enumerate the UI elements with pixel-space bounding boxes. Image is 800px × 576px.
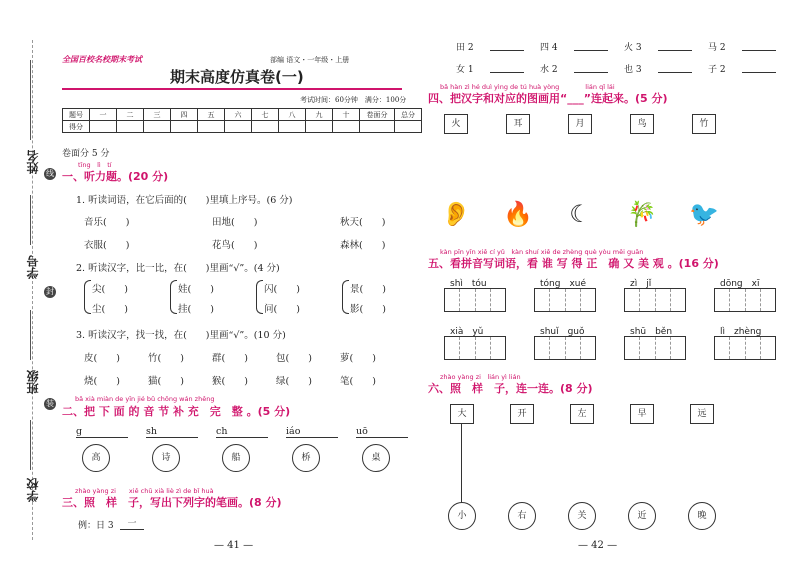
stroke-item: 马 2 [708,43,726,53]
grid-cell[interactable] [566,289,581,311]
flower-char: 桌 [362,444,390,472]
word-item: 花鸟( ) [212,240,258,251]
answer-blank[interactable] [490,50,524,51]
syllable-text: ch [216,426,228,437]
exam-info: 考试时间：60分钟 满分：100分 [300,96,407,104]
writing-grid[interactable] [534,288,596,312]
score-row [63,121,422,133]
grid-cell[interactable] [535,337,550,359]
pinyin-label: dōng xī [720,279,760,289]
example-text: 例：日 3 [78,521,114,531]
score-cell[interactable] [90,121,117,133]
stroke-item: 子 2 [708,65,726,75]
flower-char: 高 [82,444,110,472]
score-header-cell: 一 [90,109,117,121]
section-pinyin: bǎ xià miàn de yīn jié bǔ chōng wán zhěng [75,395,215,403]
syllable-blank[interactable] [76,426,128,438]
section-pinyin: zhào yàng zi xiě chū xià liè zì de bǐ huà [75,487,214,495]
score-cell[interactable] [144,121,171,133]
score-row-label: 得分 [63,121,90,133]
grid-cell[interactable] [671,289,685,311]
stroke-item: 田 2 [456,43,474,53]
score-header-cell: 四 [171,109,198,121]
grid-cell[interactable] [671,337,685,359]
grid-cell[interactable] [476,289,491,311]
edition-text: 部编 语文・一年级・上册 [270,56,350,64]
grid-cell[interactable] [581,337,595,359]
brace-icon [342,280,349,314]
school-label: 学校 [26,478,40,502]
score-header-cell: 六 [225,109,252,121]
score-cell[interactable] [198,121,225,133]
stroke-item: 四 4 [540,43,558,53]
char-item: 皮( ) [84,353,120,364]
writing-grid[interactable] [714,288,776,312]
antonym-top-box[interactable]: 开 [510,404,534,424]
score-header-cell: 十 [333,109,360,121]
grid-cell[interactable] [625,337,640,359]
char-item: 绿( ) [276,376,312,387]
flower-char: 船 [222,444,250,472]
grid-cell[interactable] [535,289,550,311]
word-item: 森林( ) [340,240,386,251]
section-pinyin: bǎ hàn zì hé duì yìng de tú huà yòng lián qǐ lái [440,83,615,91]
char-item: 挂( ) [178,304,214,315]
antonym-top-box[interactable]: 大 [450,404,474,424]
name-label: 姓名 [26,150,40,174]
char-item: 猫( ) [148,376,184,387]
antonym-top-box[interactable]: 左 [570,404,594,424]
pinyin-label: lì zhèng [720,327,762,337]
score-header-cell: 二 [117,109,144,121]
antonym-bottom-flower[interactable]: 近 [628,502,656,530]
score-cell[interactable] [279,121,306,133]
binding-sidebar [0,0,54,576]
writing-grid[interactable] [714,336,776,360]
match-char-box[interactable]: 耳 [506,114,530,134]
student-id-label: 学号 [26,255,40,279]
grid-cell[interactable] [581,289,595,311]
pinyin-label: shì tóu [450,279,487,289]
antonym-bottom-flower[interactable]: 右 [508,502,536,530]
writing-grid[interactable] [534,336,596,360]
score-cell[interactable] [360,121,395,133]
ear-icon[interactable]: 👂 [441,200,471,228]
moon-icon[interactable]: ☾ [569,200,591,228]
antonym-bottom-flower[interactable]: 晚 [688,502,716,530]
grid-cell[interactable] [445,337,460,359]
grid-cell[interactable] [715,337,730,359]
match-char-box[interactable]: 月 [568,114,592,134]
syllable-blank[interactable] [286,426,338,438]
char-item: 尖( ) [92,284,128,295]
score-cell[interactable] [306,121,333,133]
score-cell[interactable] [252,121,279,133]
grid-cell[interactable] [715,289,730,311]
word-item: 衣服( ) [84,240,130,251]
page-title: 期末高度仿真卷(一) [170,68,304,86]
char-item: 猴( ) [212,376,248,387]
grid-cell[interactable] [656,289,671,311]
match-char-box[interactable]: 火 [444,114,468,134]
syllable-text: sh [146,426,157,437]
question-1: 1. 听读词语，在它后面的( )里填上序号。(6 分) [76,195,293,206]
answer-blank[interactable] [574,50,608,51]
grid-cell[interactable] [566,337,581,359]
section-4-title: 四、把汉字和对应的图画用“___”连起来。(5 分) [428,92,668,105]
grid-cell[interactable] [445,289,460,311]
char-item: 烧( ) [84,376,120,387]
grid-cell[interactable] [460,337,475,359]
seal-mark: 线 [46,169,54,178]
stroke-item: 水 2 [540,65,558,75]
grid-cell[interactable] [746,337,761,359]
antonym-top-box[interactable]: 早 [630,404,654,424]
grid-cell[interactable] [491,289,505,311]
syllable-blank[interactable] [356,426,408,438]
grid-cell[interactable] [730,337,745,359]
syllable-text: g [76,426,83,437]
grid-cell[interactable] [746,289,761,311]
score-cell[interactable] [395,121,422,133]
char-item: 影( ) [350,304,386,315]
syllable-text: uō [356,426,368,437]
char-item: 萝( ) [340,353,376,364]
pinyin-label: xià yǔ [450,327,484,337]
score-header-cell: 七 [252,109,279,121]
class-label: 班级 [26,370,40,394]
section-pinyin: kàn pīn yīn xiě cí yǔ kàn shuí xiě de zhèng què yòu měi guān [440,248,644,256]
pinyin-label: shuǐ guǒ [540,327,585,337]
title-rule [62,88,402,90]
score-header-cell: 题号 [63,109,90,121]
grid-cell[interactable] [640,289,655,311]
syllable-blank[interactable] [216,426,268,438]
word-item: 音乐( ) [84,217,130,228]
grid-cell[interactable] [460,289,475,311]
bird-icon[interactable]: 🐦 [689,200,719,228]
syllable-blank[interactable] [146,426,198,438]
grid-cell[interactable] [491,337,505,359]
char-item: 群( ) [212,353,248,364]
brace-icon [84,280,91,314]
writing-grid[interactable] [624,288,686,312]
char-item: 竹( ) [148,353,184,364]
answer-blank[interactable] [658,50,692,51]
char-item: 尘( ) [92,304,128,315]
flower-char: 诗 [152,444,180,472]
question-2: 2. 听读汉字，比一比，在( )里画“√”。(4 分) [76,263,280,274]
section-6-title: 六、照 样 子，连一连。(8 分) [428,382,593,395]
antonym-top-box[interactable]: 远 [690,404,714,424]
brace-icon [170,280,177,314]
answer-blank[interactable] [574,72,608,73]
score-cell[interactable] [171,121,198,133]
answer-blank[interactable] [658,72,692,73]
page-number: — 42 — [578,540,618,551]
score-cell[interactable] [225,121,252,133]
bamboo-icon[interactable]: 🎋 [627,200,657,228]
grid-cell[interactable] [550,337,565,359]
brace-icon [256,280,263,314]
writing-grid[interactable] [624,336,686,360]
grid-cell[interactable] [640,337,655,359]
writing-grid[interactable] [444,336,506,360]
grid-cell[interactable] [625,289,640,311]
syllable-text: iáo [286,426,301,437]
section-2-title: 二、把 下 面 的 音 节 补 充 完 整 。(5 分) [62,405,291,418]
pinyin-label: shū běn [630,327,673,337]
score-header-cell: 卷面分 [360,109,395,121]
neatness-note: 卷面分 5 分 [62,149,110,159]
pinyin-label: zì jǐ [630,279,652,289]
section-pinyin: zhào yàng zi lián yì lián [440,373,521,381]
section-1-title: 一、听力题。(20 分) [62,170,169,183]
word-item: 秋天( ) [340,217,386,228]
writing-grid[interactable] [444,288,506,312]
score-header-cell: 五 [198,109,225,121]
example-answer: 一 [120,516,144,530]
score-cell[interactable] [117,121,144,133]
example-connector-line [461,424,462,504]
grid-cell[interactable] [761,337,775,359]
school-line [30,420,32,470]
score-header-cell: 八 [279,109,306,121]
char-item: 笔( ) [340,376,376,387]
answer-blank[interactable] [742,50,776,51]
word-item: 田地( ) [212,217,258,228]
name-line [30,60,32,140]
match-char-box[interactable]: 竹 [692,114,716,134]
section-pinyin: tīng lì tí [78,161,112,169]
antonym-bottom-flower[interactable]: 关 [568,502,596,530]
id-line [30,195,32,245]
char-item: 问( ) [264,304,300,315]
stroke-item: 火 3 [624,43,642,53]
score-header-cell: 三 [144,109,171,121]
stroke-item: 也 3 [624,65,642,75]
answer-blank[interactable] [490,72,524,73]
class-line [30,310,32,360]
match-char-box[interactable]: 鸟 [630,114,654,134]
char-item: 景( ) [350,284,386,295]
section-5-title: 五、看拼音写词语，看 谁 写 得 正 确 又 美 观 。(16 分) [428,257,719,270]
seal-mark: 装 [46,399,54,408]
grid-cell[interactable] [761,289,775,311]
question-3: 3. 听读汉字，找一找，在( )里画“√”。(10 分) [76,330,286,341]
score-table [62,108,422,133]
pinyin-label: tóng xué [540,279,587,289]
score-cell[interactable] [333,121,360,133]
grid-cell[interactable] [550,289,565,311]
flower-char: 桥 [292,444,320,472]
char-item: 闪( ) [264,284,300,295]
char-item: 娃( ) [178,284,214,295]
score-header-cell: 总分 [395,109,422,121]
grid-cell[interactable] [656,337,671,359]
page-number: — 41 — [214,540,254,551]
brand-text: 全国百校名校期末考试 [62,54,142,64]
stroke-item: 女 1 [456,65,474,75]
score-header-row [63,109,422,121]
char-item: 包( ) [276,353,312,364]
grid-cell[interactable] [476,337,491,359]
grid-cell[interactable] [730,289,745,311]
score-header-cell: 九 [306,109,333,121]
seal-mark: 封 [46,287,54,296]
antonym-bottom-flower[interactable]: 小 [448,502,476,530]
fire-icon[interactable]: 🔥 [503,200,533,228]
section-3-title: 三、照 样 子，写出下列字的笔画。(8 分) [62,496,282,509]
binding-line [32,40,34,540]
answer-blank[interactable] [742,72,776,73]
